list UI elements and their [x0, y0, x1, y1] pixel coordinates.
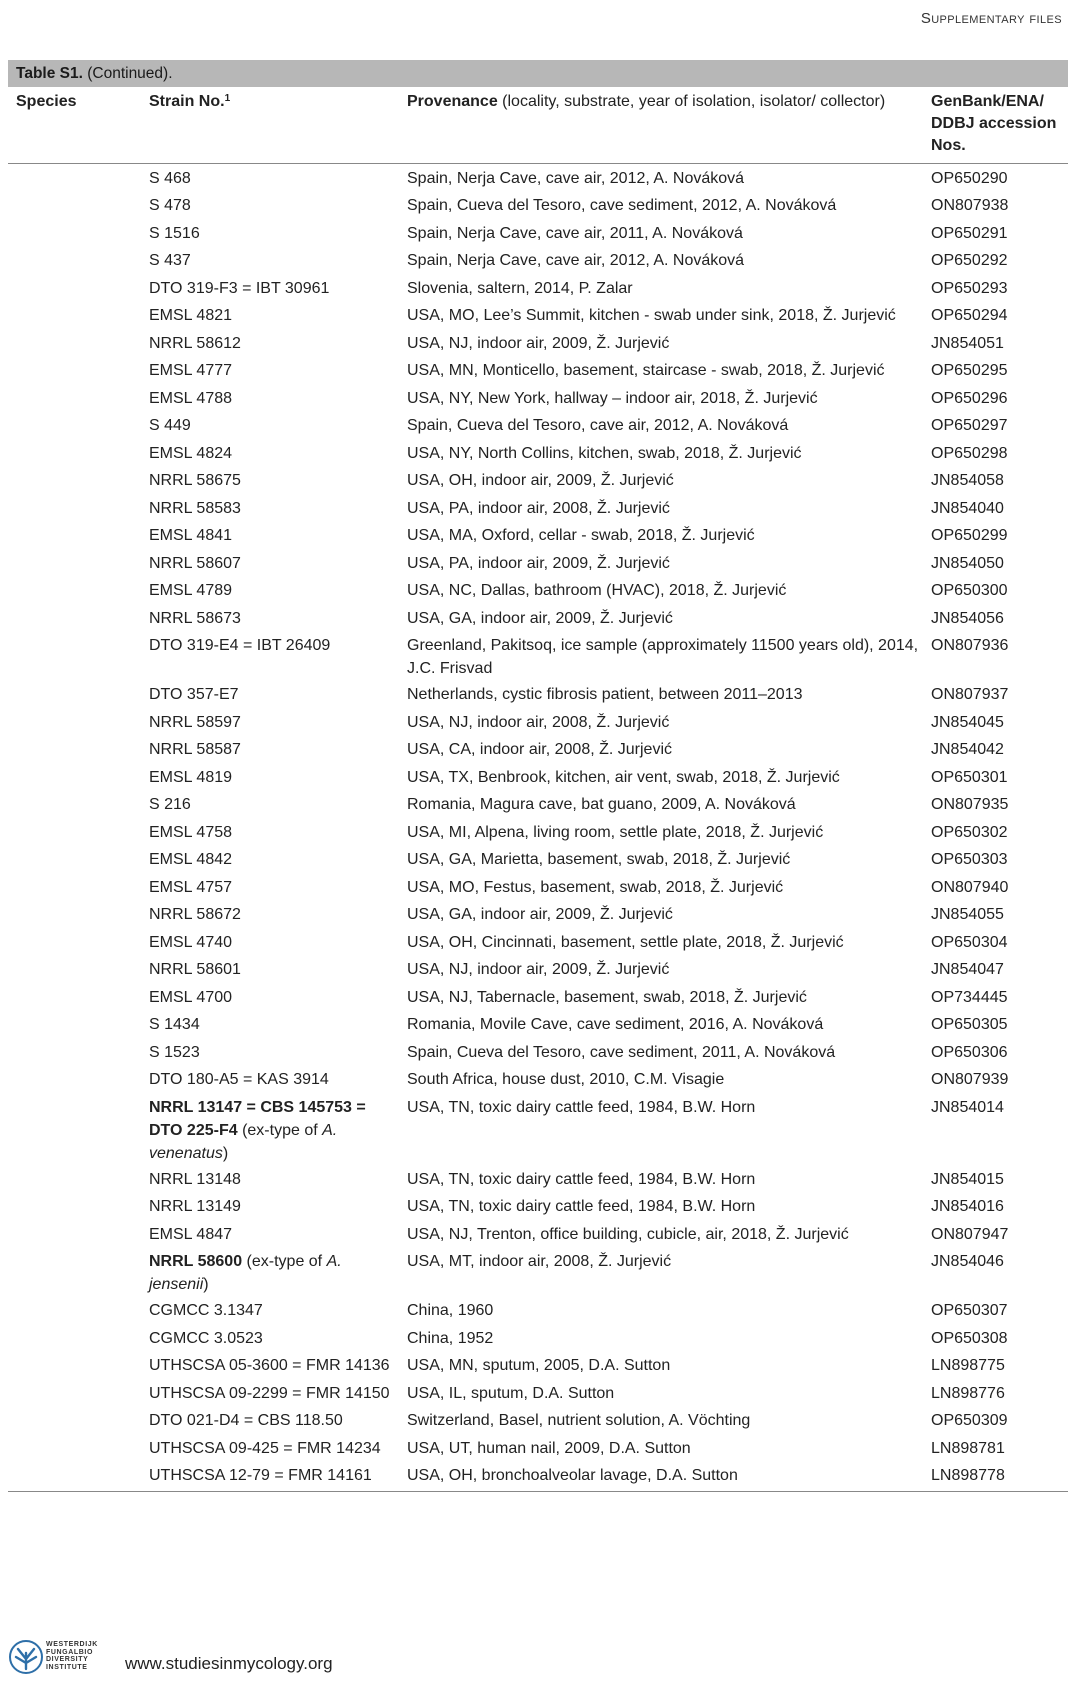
species-cell: [8, 631, 141, 680]
strain-cell: CGMCC 3.1347: [149, 1302, 263, 1319]
provenance-cell: USA, TN, toxic dairy cattle feed, 1984, B.W. Horn: [407, 1170, 756, 1188]
accession-cell: JN854016: [931, 1198, 1004, 1215]
provenance-cell: USA, MT, indoor air, 2008, Ž. Jurjević: [407, 1253, 672, 1270]
accession-cell: ON807935: [931, 796, 1009, 813]
table-row: [8, 1406, 1068, 1434]
species-cell: [8, 983, 141, 1011]
table-row: [8, 521, 1068, 549]
strain-cell: DTO 319-F3 = IBT 30961: [149, 279, 330, 297]
provenance-cell: USA, NJ, Tabernacle, basement, swab, 2018, Ž. Jurjević: [407, 988, 807, 1006]
species-cell: [8, 763, 141, 791]
accession-cell: OP734445: [931, 988, 1008, 1006]
provenance-cell: USA, NY, North Collins, kitchen, swab, 2018, Ž. Jurjević: [407, 444, 802, 462]
accession-cell: OP650293: [931, 279, 1008, 297]
table-row: [8, 1165, 1068, 1193]
provenance-cell: Spain, Nerja Cave, cave air, 2012, A. Nováková: [407, 170, 745, 187]
table-row: [8, 1461, 1068, 1492]
table-row: [8, 1351, 1068, 1379]
species-cell: [8, 708, 141, 736]
strain-cell: NRRL 13148: [149, 1170, 241, 1188]
table-row: [8, 219, 1068, 247]
provenance-cell: USA, NJ, indoor air, 2009, Ž. Jurjević: [407, 334, 670, 352]
table-row: [8, 329, 1068, 357]
strain-cell: EMSL 4740: [149, 933, 233, 951]
species-cell: [8, 604, 141, 632]
species-cell: [8, 1220, 141, 1248]
provenance-cell: USA, OH, Cincinnati, basement, settle plate, 2018, Ž. Jurjević: [407, 933, 844, 951]
species-cell: [8, 680, 141, 708]
species-cell: [8, 900, 141, 928]
species-cell: [8, 1093, 141, 1165]
species-cell: [8, 576, 141, 604]
strain-cell: NRRL 58612: [149, 334, 241, 352]
species-cell: [8, 735, 141, 763]
table-row: [8, 549, 1068, 577]
table-caption-text: (Continued).: [87, 65, 173, 82]
accession-cell: ON807947: [931, 1225, 1009, 1243]
table-row: [8, 680, 1068, 708]
strain-cell: CGMCC 3.0523: [149, 1329, 263, 1347]
table-row: [8, 411, 1068, 439]
strain-cell: EMSL 4842: [149, 851, 233, 868]
species-cell: [8, 1247, 141, 1296]
strain-cell: UTHSCSA 09-425 = FMR 14234: [149, 1439, 381, 1457]
species-cell: [8, 1165, 141, 1193]
species-cell: [8, 329, 141, 357]
table-container: [8, 60, 1068, 1492]
accession-cell: OP650305: [931, 1016, 1008, 1033]
strain-cell: EMSL 4777: [149, 362, 233, 379]
strain-cell: EMSL 4841: [149, 527, 233, 544]
strain-note-tail: ): [203, 1276, 209, 1293]
species-cell: [8, 191, 141, 219]
provenance-cell: USA, TN, toxic dairy cattle feed, 1984, B.W. Horn: [407, 1098, 756, 1116]
table-caption-label: Table S1.: [16, 65, 83, 82]
strain-table: [8, 87, 1068, 1492]
header-strain: Strain No.$^1$: [141, 87, 399, 164]
accession-cell: OP650302: [931, 823, 1008, 841]
provenance-cell: Spain, Cueva del Tesoro, cave air, 2012, A. Nováková: [407, 417, 789, 434]
table-row: [8, 1379, 1068, 1407]
accession-cell: JN854058: [931, 472, 1004, 489]
provenance-cell: USA, OH, bronchoalveolar lavage, D.A. Sutton: [399, 1461, 923, 1492]
provenance-cell: USA, MN, Monticello, basement, staircase - swab, 2018, Ž. Jurjević: [407, 362, 885, 379]
header-accession: GenBank/ENA/ DDBJ accession Nos.: [923, 87, 1068, 164]
strain-cell: S 1434: [149, 1016, 200, 1033]
provenance-cell: South Africa, house dust, 2010, C.M. Visagie: [407, 1071, 725, 1088]
strain-cell: EMSL 4758: [149, 823, 233, 841]
table-header-row: [8, 87, 1068, 164]
species-cell: [8, 356, 141, 384]
running-head: [921, 10, 1062, 27]
strain-type-id: NRRL 13147 = CBS 145753 = DTO 225-F4: [149, 1098, 366, 1139]
species-cell: [8, 1065, 141, 1093]
strain-cell: DTO 319-E4 = IBT 26409: [149, 637, 331, 654]
accession-cell: ON807938: [931, 197, 1009, 214]
provenance-cell: USA, NJ, indoor air, 2009, Ž. Jurjević: [407, 961, 670, 978]
strain-species-name: A. jensenii: [149, 1253, 342, 1293]
accession-cell: JN854040: [931, 499, 1004, 517]
accession-cell: OP650299: [931, 527, 1008, 544]
provenance-cell: USA, TX, Benbrook, kitchen, air vent, swab, 2018, Ž. Jurjević: [407, 768, 840, 786]
accession-cell: OP650301: [931, 768, 1008, 786]
accession-cell: JN854047: [931, 961, 1004, 978]
species-cell: [8, 873, 141, 901]
accession-cell: OP650290: [931, 170, 1008, 187]
strain-cell: NRRL 58673: [149, 609, 241, 627]
table-row: [8, 845, 1068, 873]
strain-type-id: NRRL 58600: [149, 1253, 243, 1270]
accession-cell: JN854050: [931, 554, 1004, 572]
table-row: [8, 494, 1068, 522]
strain-cell: UTHSCSA 12-79 = FMR 14161: [141, 1461, 399, 1492]
provenance-cell: USA, MO, Festus, basement, swab, 2018, Ž. Jurjević: [407, 878, 784, 896]
accession-cell: ON807937: [931, 686, 1009, 703]
running-head-text: Supplementary files: [920, 10, 1062, 27]
accession-cell: OP650303: [931, 851, 1008, 868]
provenance-cell: Netherlands, cystic fibrosis patient, between 2011–2013: [407, 686, 803, 703]
species-cell: [8, 549, 141, 577]
accession-cell: JN854042: [931, 741, 1004, 758]
strain-cell: EMSL 4789: [149, 582, 233, 599]
species-cell: [8, 928, 141, 956]
strain-cell: [141, 1093, 399, 1165]
provenance-cell: Greenland, Pakitsoq, ice sample (approximately 11500 years old), 2014, J.C. Frisvad: [407, 637, 919, 677]
strain-cell: EMSL 4819: [149, 768, 233, 786]
table-row: [8, 818, 1068, 846]
provenance-cell: China, 1960: [407, 1302, 494, 1319]
provenance-cell: USA, NC, Dallas, bathroom (HVAC), 2018, Ž. Jurjević: [407, 582, 787, 599]
provenance-cell: USA, NY, New York, hallway – indoor air, 2018, Ž. Jurjević: [407, 389, 818, 407]
species-cell: [8, 845, 141, 873]
accession-cell: LN898775: [931, 1357, 1005, 1374]
species-cell: [8, 1406, 141, 1434]
table-row: [8, 763, 1068, 791]
provenance-cell: Spain, Nerja Cave, cave air, 2011, A. Nováková: [407, 224, 743, 242]
strain-cell: EMSL 4847: [149, 1225, 233, 1243]
strain-cell: S 449: [149, 417, 191, 434]
table-row: [8, 439, 1068, 467]
table-row: [8, 955, 1068, 983]
strain-cell: EMSL 4788: [149, 389, 233, 407]
table-row: [8, 1220, 1068, 1248]
species-cell: [8, 790, 141, 818]
accession-cell: JN854045: [931, 713, 1004, 731]
species-cell: [8, 1324, 141, 1352]
provenance-cell: USA, IL, sputum, D.A. Sutton: [407, 1384, 615, 1402]
strain-note-tail: ): [222, 1144, 229, 1162]
strain-cell: NRRL 58597: [149, 713, 241, 731]
species-cell: [8, 955, 141, 983]
provenance-cell: Spain, Cueva del Tesoro, cave sediment, 2011, A. Nováková: [407, 1043, 836, 1061]
accession-cell: JN854014: [931, 1098, 1004, 1116]
accession-cell: OP650298: [931, 444, 1008, 462]
species-cell: [8, 466, 141, 494]
species-cell: [8, 164, 141, 192]
strain-cell: S 1523: [149, 1043, 200, 1061]
strain-cell: S 437: [149, 252, 191, 269]
strain-note: (ex-type of: [242, 1253, 327, 1270]
accession-cell: OP650296: [931, 389, 1008, 407]
strain-note: (ex-type of: [237, 1121, 323, 1139]
accession-cell: JN854055: [931, 906, 1004, 923]
table-row: [8, 1434, 1068, 1462]
table-row: [8, 466, 1068, 494]
table-row: [8, 708, 1068, 736]
provenance-cell: USA, MI, Alpena, living room, settle plate, 2018, Ž. Jurjević: [407, 823, 824, 841]
provenance-cell: USA, GA, Marietta, basement, swab, 2018, Ž. Jurjević: [407, 851, 791, 868]
page-footer: [8, 1636, 1068, 1682]
accession-cell: OP650294: [931, 307, 1008, 324]
species-cell: [8, 301, 141, 329]
strain-cell: EMSL 4821: [149, 307, 233, 324]
table-row: [8, 274, 1068, 302]
species-cell: [8, 274, 141, 302]
species-cell: [8, 1296, 141, 1324]
table-row: [8, 1296, 1068, 1324]
strain-cell: NRRL 58583: [149, 499, 241, 517]
provenance-cell: Romania, Movile Cave, cave sediment, 2016, A. Nováková: [407, 1016, 824, 1033]
provenance-cell: USA, GA, indoor air, 2009, Ž. Jurjević: [407, 609, 673, 627]
accession-cell: JN854015: [931, 1170, 1004, 1188]
table-row: [8, 735, 1068, 763]
accession-cell: OP650297: [931, 417, 1008, 434]
table-row: [8, 1093, 1068, 1165]
species-cell: [8, 1038, 141, 1066]
species-cell: [8, 219, 141, 247]
strain-cell: S 1516: [149, 224, 200, 242]
species-cell: [8, 384, 141, 412]
accession-cell: OP650307: [931, 1302, 1008, 1319]
accession-cell: OP650295: [931, 362, 1008, 379]
species-cell: [8, 818, 141, 846]
journal-url[interactable]: www.studiesinmycology.org: [125, 1654, 333, 1673]
accession-cell: OP650309: [931, 1412, 1008, 1429]
accession-cell: OP650308: [931, 1329, 1008, 1347]
westerdijk-logo: [8, 1636, 128, 1682]
westerdijk-logo-icon: [8, 1639, 44, 1675]
strain-cell: EMSL 4700: [149, 988, 233, 1006]
accession-cell: JN854056: [931, 609, 1004, 627]
table-row: [8, 1324, 1068, 1352]
header-strain-footnote: 1: [224, 93, 231, 104]
table-row: [8, 900, 1068, 928]
strain-cell: S 478: [149, 197, 191, 214]
table-row: [8, 873, 1068, 901]
species-cell: [8, 521, 141, 549]
table-row: [8, 301, 1068, 329]
accession-cell: LN898781: [931, 1439, 1005, 1457]
accession-cell: ON807936: [931, 637, 1009, 654]
header-species: Species: [8, 87, 141, 164]
accession-cell: OP650300: [931, 582, 1008, 599]
accession-cell: OP650306: [931, 1043, 1008, 1061]
strain-cell: EMSL 4824: [149, 444, 233, 462]
table-row: [8, 1010, 1068, 1038]
provenance-cell: Spain, Nerja Cave, cave air, 2012, A. Nováková: [407, 252, 745, 269]
table-row: [8, 191, 1068, 219]
provenance-cell: USA, OH, indoor air, 2009, Ž. Jurjević: [407, 472, 674, 489]
table-row: [8, 164, 1068, 192]
table-row: [8, 576, 1068, 604]
species-cell: [8, 411, 141, 439]
table-row: [8, 246, 1068, 274]
provenance-cell: USA, MN, sputum, 2005, D.A. Sutton: [407, 1357, 671, 1374]
provenance-cell: Switzerland, Basel, nutrient solution, A. Vöchting: [407, 1412, 751, 1429]
strain-cell: NRRL 58587: [149, 741, 241, 758]
species-cell: [8, 1379, 141, 1407]
strain-cell: DTO 021-D4 = CBS 118.50: [149, 1412, 343, 1429]
provenance-cell: China, 1952: [407, 1329, 494, 1347]
accession-cell: OP650292: [931, 252, 1008, 269]
table-row: [8, 1192, 1068, 1220]
species-cell: [8, 246, 141, 274]
species-cell: [8, 439, 141, 467]
species-cell: [8, 1351, 141, 1379]
table-caption: [8, 60, 1068, 87]
table-row: [8, 356, 1068, 384]
table-row: [8, 928, 1068, 956]
strain-cell: UTHSCSA 05-3600 = FMR 14136: [149, 1357, 390, 1374]
provenance-cell: Spain, Cueva del Tesoro, cave sediment, 2012, A. Nováková: [407, 197, 837, 214]
provenance-cell: USA, MA, Oxford, cellar - swab, 2018, Ž. Jurjević: [407, 527, 755, 544]
table-row: [8, 1065, 1068, 1093]
accession-cell: LN898778: [923, 1461, 1068, 1492]
table-row: [8, 604, 1068, 632]
accession-cell: ON807940: [931, 878, 1009, 896]
accession-cell: OP650291: [931, 224, 1008, 242]
provenance-cell: USA, GA, indoor air, 2009, Ž. Jurjević: [407, 906, 673, 923]
table-row: [8, 983, 1068, 1011]
strain-cell: NRRL 58601: [149, 961, 241, 978]
header-provenance: Provenance (locality, substrate, year of isolation, isolator/ collector): [399, 87, 923, 164]
provenance-cell: USA, PA, indoor air, 2008, Ž. Jurjević: [407, 499, 670, 517]
provenance-cell: Slovenia, saltern, 2014, P. Zalar: [407, 279, 633, 297]
strain-cell: UTHSCSA 09-2299 = FMR 14150: [149, 1384, 390, 1402]
table-row: [8, 1038, 1068, 1066]
strain-cell: DTO 357-E7: [149, 686, 239, 703]
strain-cell: S 468: [149, 170, 191, 187]
provenance-cell: USA, PA, indoor air, 2009, Ž. Jurjević: [407, 554, 670, 572]
strain-species-name: A. venenatus: [149, 1121, 338, 1162]
strain-cell: NRRL 58672: [149, 906, 241, 923]
strain-cell: DTO 180-A5 = KAS 3914: [149, 1071, 329, 1088]
species-cell: [8, 1192, 141, 1220]
provenance-cell: USA, TN, toxic dairy cattle feed, 1984, B.W. Horn: [407, 1198, 756, 1215]
provenance-cell: USA, MO, Lee’s Summit, kitchen - swab under sink, 2018, Ž. Jurjević: [407, 307, 896, 324]
species-cell: [8, 1461, 141, 1492]
accession-cell: JN854046: [931, 1253, 1004, 1270]
species-cell: [8, 1010, 141, 1038]
strain-cell: NRRL 58607: [149, 554, 241, 572]
table-row: [8, 1247, 1068, 1296]
accession-cell: LN898776: [931, 1384, 1005, 1402]
provenance-cell: USA, NJ, Trenton, office building, cubicle, air, 2018, Ž. Jurjević: [407, 1225, 849, 1243]
provenance-cell: Romania, Magura cave, bat guano, 2009, A. Nováková: [407, 796, 796, 813]
table-body: [8, 164, 1068, 1492]
provenance-cell: USA, CA, indoor air, 2008, Ž. Jurjević: [407, 741, 672, 758]
accession-cell: JN854051: [931, 334, 1004, 352]
accession-cell: OP650304: [931, 933, 1008, 951]
table-row: [8, 790, 1068, 818]
strain-cell: NRRL 58675: [149, 472, 241, 489]
species-cell: [8, 1434, 141, 1462]
strain-cell: [141, 1247, 399, 1296]
provenance-cell: USA, UT, human nail, 2009, D.A. Sutton: [407, 1439, 691, 1457]
provenance-cell: USA, NJ, indoor air, 2008, Ž. Jurjević: [407, 713, 670, 731]
table-row: [8, 631, 1068, 680]
table-row: [8, 384, 1068, 412]
species-cell: [8, 494, 141, 522]
logo-text: WESTERDIJK FUNGALBIO DIVERSITY INSTITUTE: [46, 1641, 98, 1671]
strain-cell: S 216: [149, 796, 191, 813]
strain-cell: EMSL 4757: [149, 878, 233, 896]
accession-cell: ON807939: [931, 1071, 1009, 1088]
strain-cell: NRRL 13149: [149, 1198, 241, 1215]
